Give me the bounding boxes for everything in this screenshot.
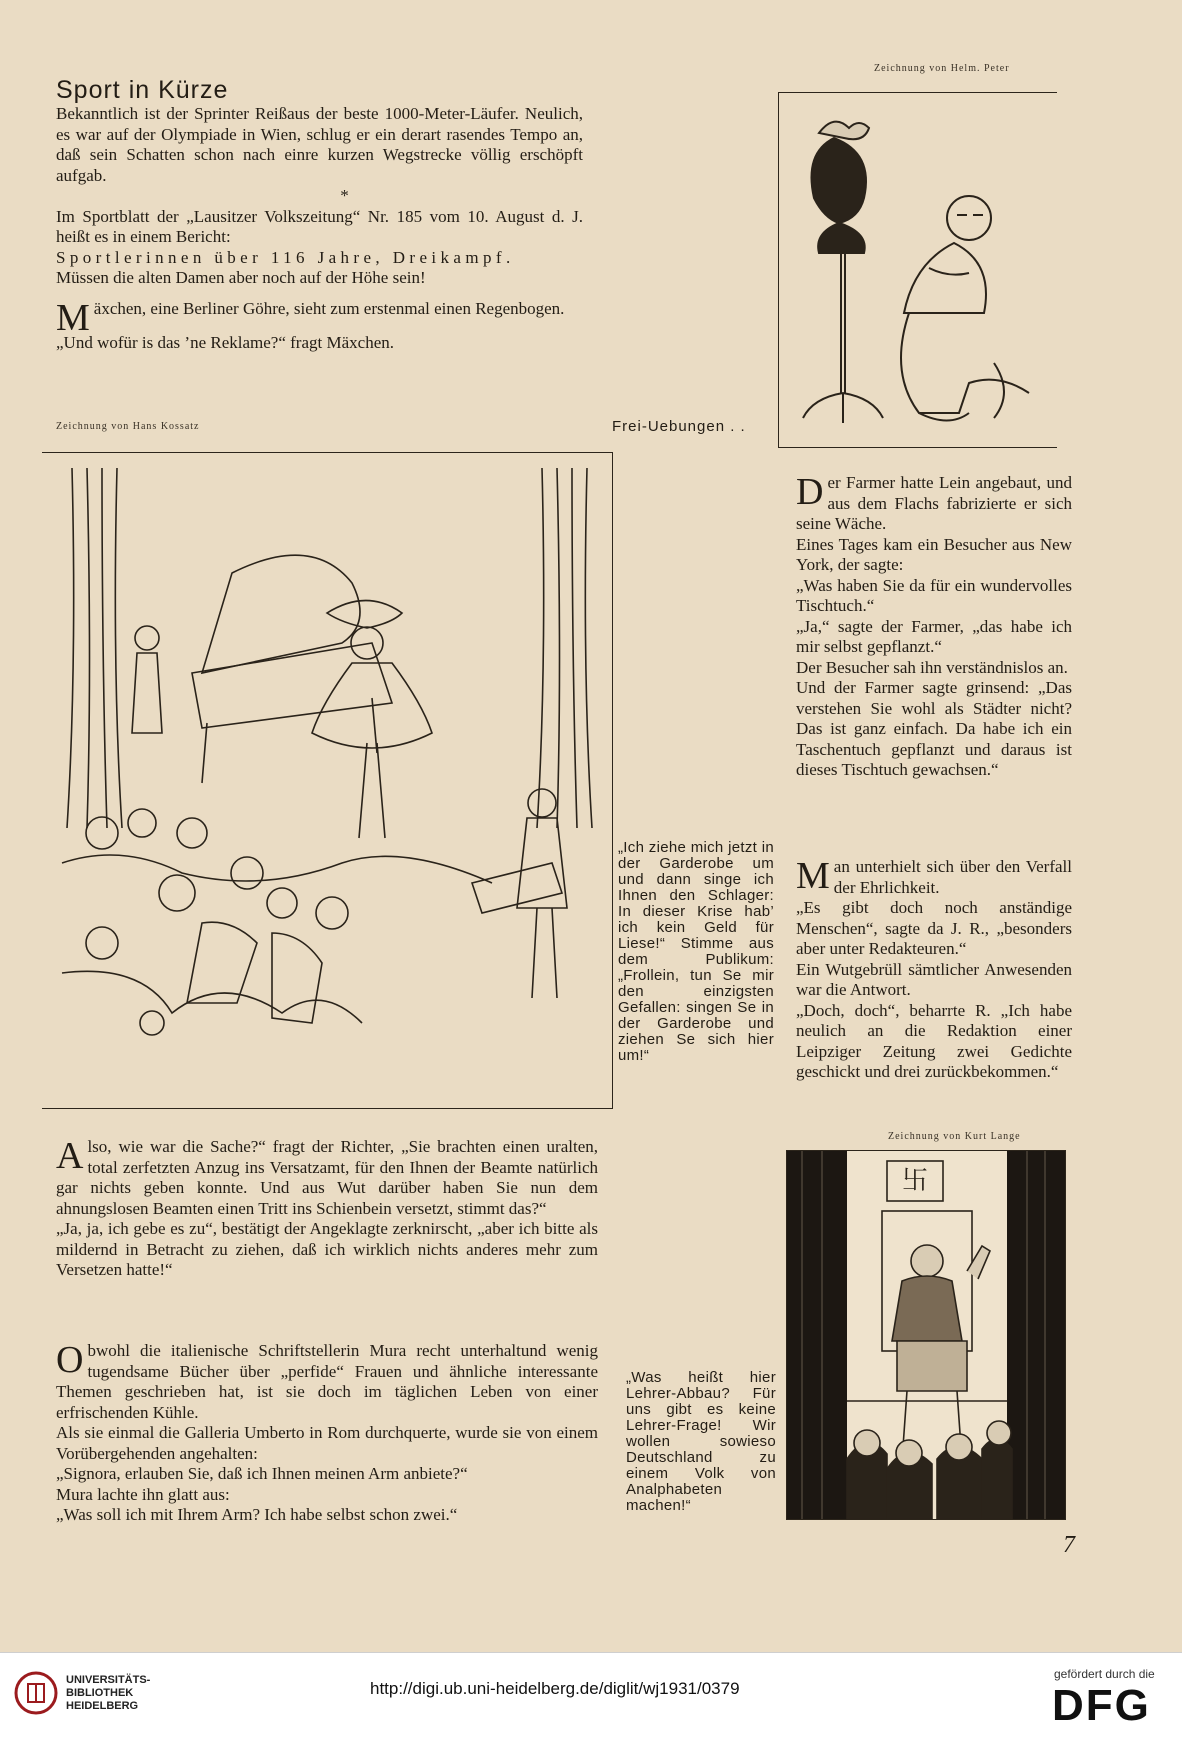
library-name-line2: BIBLIOTHEK: [66, 1686, 134, 1699]
richter-paragraph-1: Also, wie war die Sache?“ fragt der Richter, „Sie brachten einen uralten, total zerfetzten Anzug ins Versatzamt, für den Ihnen der Beamte natürlich gar nichts geben konnte. Und aus Wut darüber haben Sie nun dem ahnungslosen Beamten einen Tritt ins Schienbein versetzt, stimmt das?“: [56, 1135, 598, 1218]
page-heading: Sport in Kürze: [56, 76, 229, 104]
podium-speaker-drawing: [787, 1151, 1065, 1519]
mura-paragraph-4: Mura lachte ihn glatt aus:: [56, 1484, 230, 1504]
ehrlich-column: [796, 857, 1072, 1083]
asterisk-divider: *: [340, 186, 349, 205]
sport-paragraph-1: Bekanntlich ist der Sprinter Reißaus der beste 1000-Meter-Läufer. Neulich, es war auf der Olympiade in Wien, schlug er ein derart rasendes Tempo an, daß sein Schatten schon nach einre kurzen Wegstrecke völlig erschöpft aufgab.: [56, 104, 583, 185]
drop-cap-d: D: [796, 471, 824, 513]
sport-paragraph-2-spaced: Sportlerinnen über 116 Jahre, Dreikampf.: [56, 247, 515, 267]
mura-paragraph-5: „Was soll ich mit Ihrem Arm? Ich habe selbst schon zwei.“: [56, 1505, 458, 1524]
university-library-logo[interactable]: [14, 1671, 150, 1715]
ehrlich-paragraph-3: Ein Wutgebrüll sämtlicher Anwesenden war die Antwort.: [796, 959, 1072, 999]
lehrer-speech: „Was heißt hier Lehrer-Abbau? Für uns gibt es keine Lehrer-Frage! Wir wollen sowieso Deutschland zu einem Volk von Analphabeten machen!“: [626, 1369, 776, 1514]
drop-cap-a: A: [56, 1135, 84, 1177]
farmer-paragraph-3: „Was haben Sie da für ein wundervolles Tischtuch.“: [796, 575, 1072, 615]
svg-text:卐: 卐: [901, 1166, 929, 1195]
mura-paragraph-3: „Signora, erlauben Sie, daß ich Ihnen meinen Arm anbiete?“: [56, 1464, 468, 1483]
farmer-paragraph-2: Eines Tages kam ein Besucher aus New York, der sagte:: [796, 534, 1072, 574]
library-name-line3: HEIDELBERG: [66, 1699, 139, 1712]
dress-form-drawing: [779, 93, 1057, 447]
drop-cap-o: O: [56, 1339, 84, 1381]
cabaret-stage-drawing: [42, 453, 612, 1108]
mura-column: [56, 1341, 598, 1526]
mura-paragraph-1: Obwohl die italienische Schriftstellerin Mura recht unterhaltund wenig tugendsame Bücher über „perfide“ Frauen und ähnliche interessante Themen geschrieben hat, ist sie doch im täglichen Leben von einer erfrischenden Kühle.: [56, 1339, 598, 1422]
sport-paragraph-2-end: Müssen die alten Damen aber noch auf der Höhe sein!: [56, 268, 426, 287]
cartoon-caption-frei-uebungen: Frei-Uebungen . .: [612, 418, 746, 435]
richter-column: [56, 1137, 598, 1281]
maexchen-paragraph: Mäxchen, eine Berliner Göhre, sieht zum erstenmal einen Regenbogen.: [56, 296, 565, 339]
mura-paragraph-2: Als sie einmal die Galleria Umberto in Rom durchquerte, wurde sie von einem Vorübergehenden angehalten:: [56, 1423, 598, 1463]
digitization-footer: [0, 1652, 1182, 1739]
funded-by-label: gefördert durch die: [1054, 1667, 1155, 1681]
farmer-paragraph-6: Und der Farmer sagte grinsend: „Das verstehen Sie wohl als Städter nicht? Das ist ganz einfach. Da habe ich ein Taschentuch gepflanzt und daraus ist dieses Tischtuch gewachsen.“: [796, 678, 1072, 779]
ehrlich-paragraph-4: „Doch, doch“, beharrte R. „Ich habe neulich an die Redaktion einer Leipziger Zeitung zwei Gedichte geschickt und drei zurückbekommen.“: [796, 1000, 1072, 1081]
sport-column: [56, 104, 583, 353]
library-seal-icon: [14, 1671, 58, 1715]
maexchen-quote: „Und wofür is das ’ne Reklame?“ fragt Mäxchen.: [56, 332, 394, 352]
dfg-logo[interactable]: DFG: [1052, 1681, 1151, 1730]
cartoon-frei-uebungen: [778, 92, 1057, 448]
farmer-paragraph-5: Der Besucher sah ihn verständnislos an.: [796, 657, 1068, 677]
drop-cap-m: M: [56, 296, 90, 339]
credit-kurt-lange: Zeichnung von Kurt Lange: [888, 1131, 1021, 1142]
cartoon-lehrer: [786, 1150, 1066, 1520]
richter-paragraph-2: „Ja, ja, ich gebe es zu“, bestätigt der Angeklagte zerknirscht, „aber ich bitte als mildernd in Betracht zu ziehen, daß ich wirklich nichts anderes mehr zum Versetzen hatte!“: [56, 1219, 598, 1279]
credit-helm-peter: Zeichnung von Helm. Peter: [874, 63, 1010, 74]
permalink-url[interactable]: http://digi.ub.uni-heidelberg.de/diglit/wj1931/0379: [370, 1679, 740, 1698]
sport-paragraph-2: Im Sportblatt der „Lausitzer Volkszeitung“ Nr. 185 vom 10. August d. J. heißt es in einem Bericht:: [56, 206, 583, 246]
farmer-paragraph-4: „Ja,“ sagte der Farmer, „das habe ich mir selbst gepflanzt.“: [796, 616, 1072, 656]
cabaret-speech: „Ich ziehe mich jetzt in der Garderobe um und dann singe ich Ihnen den Schlager: In dieser Krise hab’ ich kein Geld für Liese!“ Stimme aus dem Publikum: „Frollein, tun Se mir den einzigsten Gefallen: singen Se in der Garderobe und ziehen Se sich hier um!“: [618, 839, 774, 1064]
ehrlich-paragraph-2: „Es gibt doch noch anständige Menschen“, sagte da J. R., „besonders aber unter Redakteuren.“: [796, 898, 1072, 958]
credit-hans-kossatz: Zeichnung von Hans Kossatz: [56, 421, 200, 432]
ehrlich-paragraph-1: Man unterhielt sich über den Verfall der Ehrlichkeit.: [796, 855, 1072, 897]
page-number: 7: [1063, 1532, 1075, 1558]
cartoon-cabaret: [42, 452, 613, 1109]
farmer-column: [796, 473, 1072, 781]
farmer-paragraph-1: Der Farmer hatte Lein angebaut, und aus dem Flachs fabrizierte er sich seine Wäche.: [796, 471, 1072, 533]
library-name-line1: UNIVERSITÄTS-: [66, 1673, 151, 1686]
drop-cap-m2: M: [796, 855, 830, 897]
